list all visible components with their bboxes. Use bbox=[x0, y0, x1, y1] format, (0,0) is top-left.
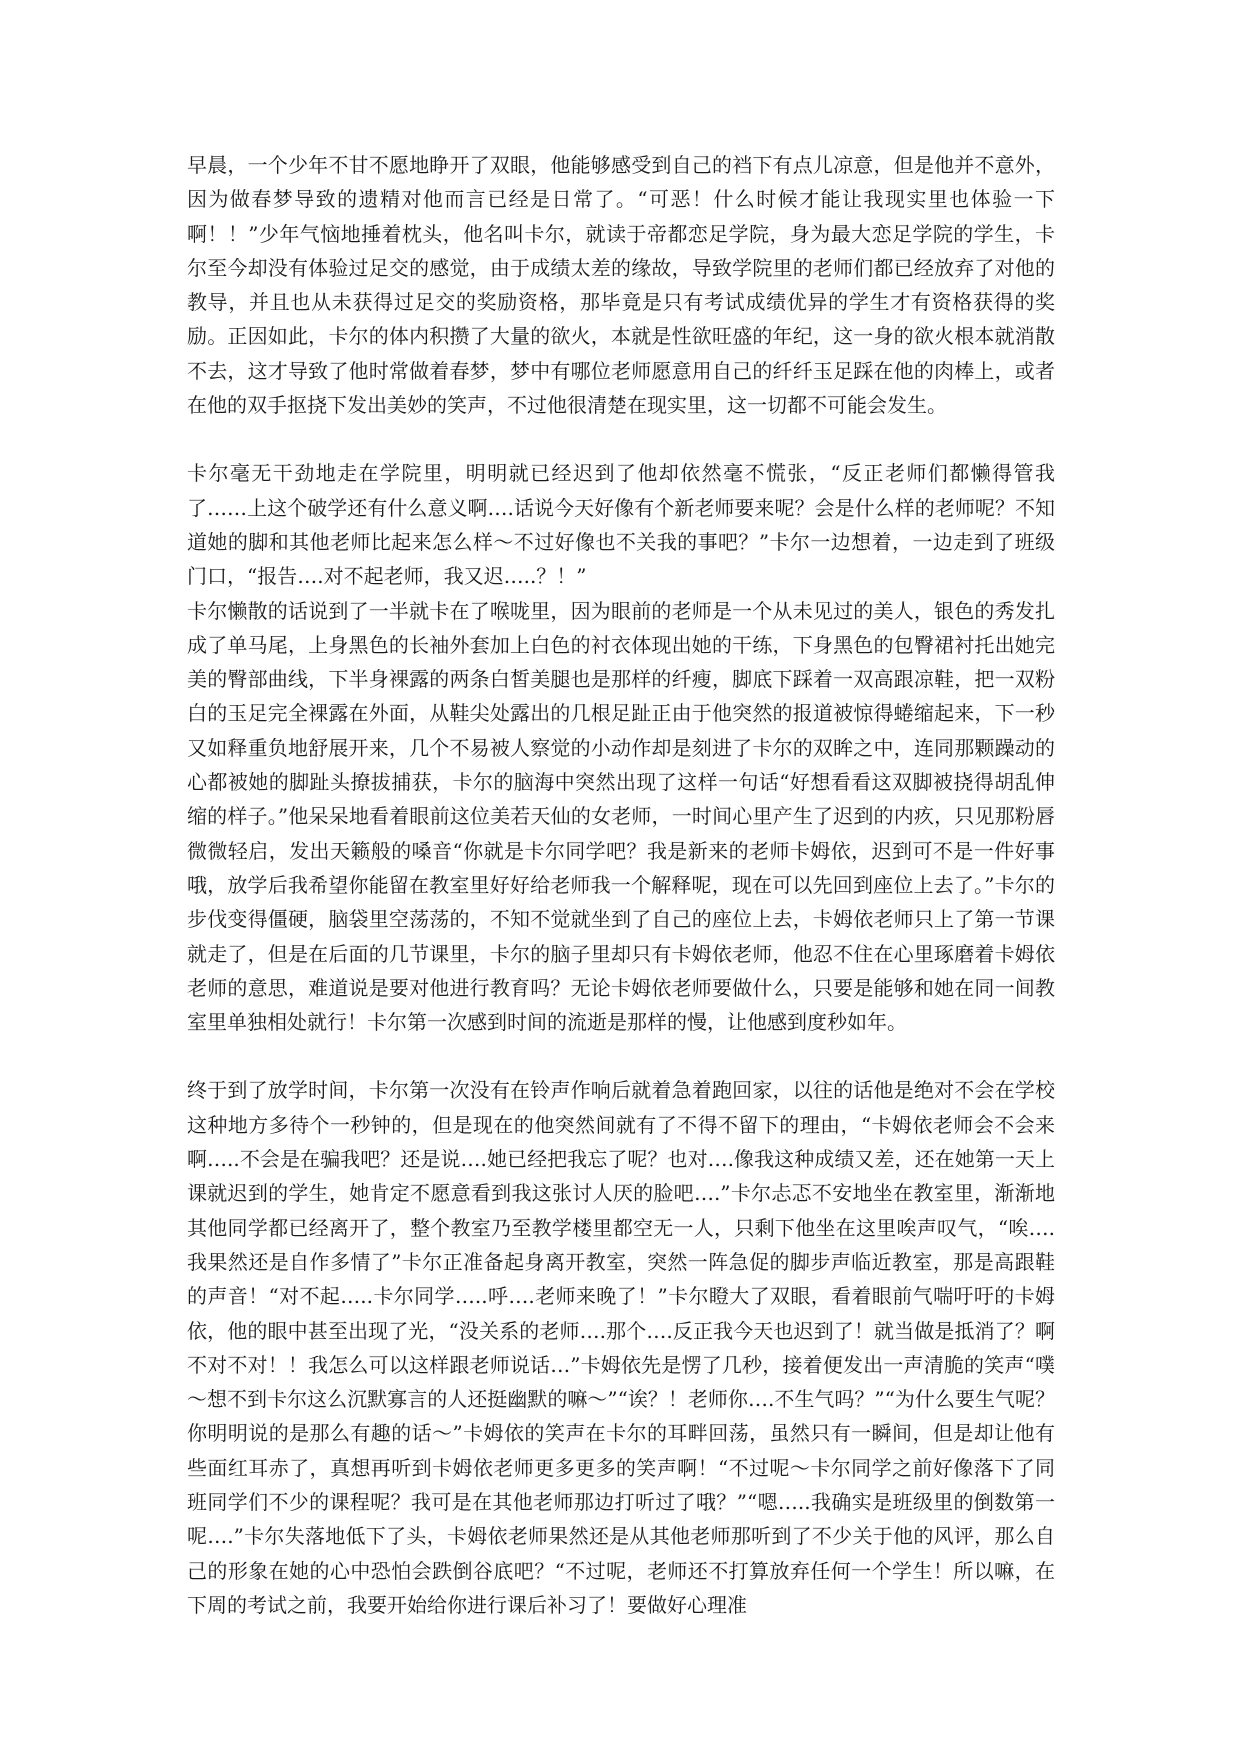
paragraph-1: 早晨，一个少年不甘不愿地睁开了双眼，他能够感受到自己的裆下有点儿凉意，但是他并不意外，因为做春梦导致的遗精对他而言已经是日常了。“可恶！什么时候才能让我现实里也体验一下啊！！”少年气恼地捶着枕头，他名叫卡尔，就读于帝都恋足学院，身为最大恋足学院的学生，卡尔至今却没有体验过足交的感觉，由于成绩太差的缘故，导致学院里的老师们都已经放弃了对他的教导，并且也从未获得过足交的奖励资格，那毕竟是只有考试成绩优异的学生才有资格获得的奖励。正因如此，卡尔的体内积攒了大量的欲火，本就是性欲旺盛的年纪，这一身的欲火根本就消散不去，这才导致了他时常做着春梦，梦中有哪位老师愿意用自己的纤纤玉足踩在他的肉棒上，或者在他的双手抠挠下发出美妙的笑声，不过他很清楚在现实里，这一切都不可能会发生。 bbox=[187, 153, 1055, 418]
paragraph-3: 卡尔懒散的话说到了一半就卡在了喉咙里，因为眼前的老师是一个从未见过的美人，银色的秀发扎成了单马尾，上身黑色的长袖外套加上白色的衬衣体现出她的干练，下身黑色的包臀裙衬托出她完美的臀部曲线，下半身裸露的两条白皙美腿也是那样的纤瘦，脚底下踩着一双高跟凉鞋，把一双粉白的玉足完全裸露在外面，从鞋尖处露出的几根足趾正由于他突然的报道被惊得蜷缩起来，下一秒又如释重负地舒展开来，几个不易被人察觉的小动作却是刻进了卡尔的双眸之中，连同那颗躁动的心都被她的脚趾头撩拔捕获，卡尔的脑海中突然出现了这样一句话“好想看看这双脚被挠得胡乱伸缩的样子。”他呆呆地看着眼前这位美若天仙的女老师，一时间心里产生了迟到的内疚，只见那粉唇微微轻启，发出天籁般的嗓音“你就是卡尔同学吧？我是新来的老师卡姆依，迟到可不是一件好事哦，放学后我希望你能留在教室里好好给老师我一个解释呢，现在可以先回到座位上去了。”卡尔的步伐变得僵硬，脑袋里空荡荡的，不知不觉就坐到了自己的座位上去，卡姆依老师只上了第一节课就走了，但是在后面的几节课里，卡尔的脑子里却只有卡姆依老师，他忍不住在心里琢磨着卡姆依老师的意思，难道说是要对他进行教育吗？无论卡姆依老师要做什么，只要是能够和她在同一间教室里单独相处就行！卡尔第一次感到时间的流逝是那样的慢，让他感到度秒如年。 bbox=[187, 598, 1055, 1035]
paragraph-4: 终于到了放学时间，卡尔第一次没有在铃声作响后就着急着跑回家，以往的话他是绝对不会在学校这种地方多待个一秒钟的，但是现在的他突然间就有了不得不留下的理由，“卡姆依老师会不会来啊…..不会是在骗我吧？还是说….她已经把我忘了呢？也对….像我这种成绩又差，还在她第一天上课就迟到的学生，她肯定不愿意看到我这张讨人厌的脸吧….”卡尔忐忑不安地坐在教室里，渐渐地其他同学都已经离开了，整个教室乃至教学楼里都空无一人，只剩下他坐在这里唉声叹气，“唉….我果然还是自作多情了”卡尔正准备起身离开教室，突然一阵急促的脚步声临近教室，那是高跟鞋的声音！“对不起…..卡尔同学…..呼….老师来晚了！”卡尔瞪大了双眼，看着眼前气喘吁吁的卡姆依，他的眼中甚至出现了光，“没关系的老师….那个….反正我今天也迟到了！就当做是抵消了？啊不对不对！！我怎么可以这样跟老师说话…”卡姆依先是愣了几秒，接着便发出一声清脆的笑声“噗～想不到卡尔这么沉默寡言的人还挺幽默的嘛～”“诶？！老师你….不生气吗？”“为什么要生气呢？你明明说的是那么有趣的话～”卡姆依的笑声在卡尔的耳畔回荡，虽然只有一瞬间，但是却让他有些面红耳赤了，真想再听到卡姆依老师更多更多的笑声啊！“不过呢～卡尔同学之前好像落下了同班同学们不少的课程呢？我可是在其他老师那边打听过了哦？”“嗯…..我确实是班级里的倒数第一呢….”卡尔失落地低下了头，卡姆依老师果然还是从其他老师那听到了不少关于他的风评，那么自己的形象在她的心中恐怕会跌倒谷底吧？“不过呢，老师还不打算放弃任何一个学生！所以嘛，在下周的考试之前，我要开始给你进行课后补习了！要做好心理准 bbox=[187, 1078, 1055, 1617]
document-body bbox=[187, 148, 1055, 1622]
paragraph-2: 卡尔毫无干劲地走在学院里，明明就已经迟到了他却依然毫不慌张，“反正老师们都懒得管我了……上这个破学还有什么意义啊….话说今天好像有个新老师要来呢？会是什么样的老师呢？不知道她的脚和其他老师比起来怎么样～不过好像也不关我的事吧？”卡尔一边想着，一边走到了班级门口，“报告….对不起老师，我又迟…..？！” bbox=[187, 461, 1055, 589]
